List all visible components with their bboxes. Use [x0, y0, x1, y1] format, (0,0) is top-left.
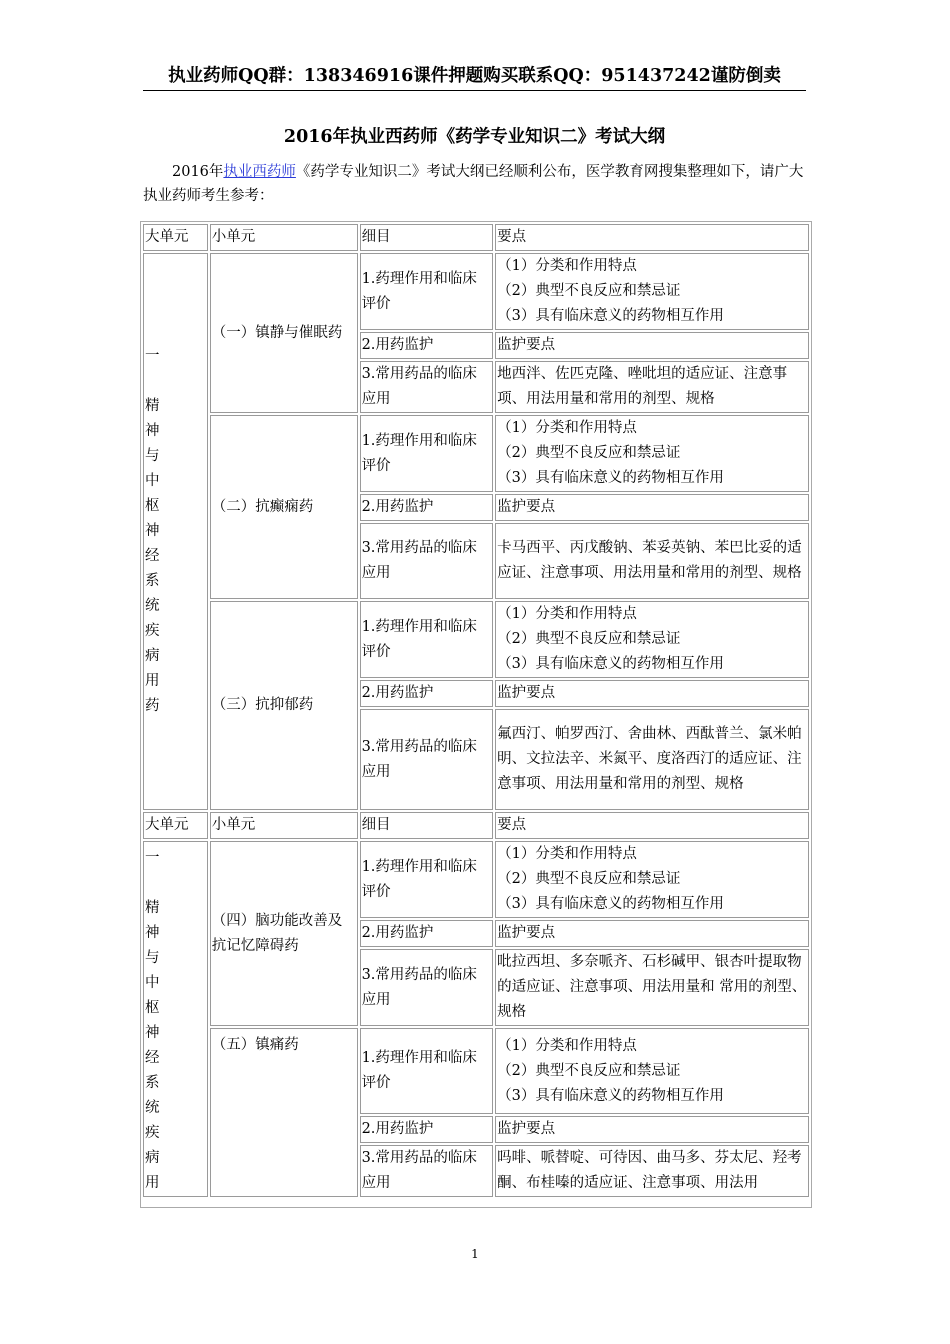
table-row — [143, 841, 809, 918]
point-line: （1）分类和作用特点 — [497, 258, 637, 274]
unit-char: 疾 — [145, 623, 160, 639]
points-cell — [495, 841, 809, 918]
points-cell: 监护要点 — [495, 680, 809, 707]
detail-cell: 3.常用药品的临床应用 — [360, 709, 494, 810]
unit-char: 一 — [145, 850, 160, 866]
unit-char: 经 — [145, 548, 160, 564]
detail-cell: 2.用药监护 — [360, 332, 494, 359]
detail-cell: 3.常用药品的临床应用 — [360, 523, 494, 599]
unit-char: 系 — [145, 1075, 160, 1091]
header-cell: 大单元 — [143, 812, 208, 839]
unit-cell — [143, 841, 208, 1197]
point-line: （3）具有临床意义的药物相互作用 — [497, 656, 724, 672]
point-line: （3）具有临床意义的药物相互作用 — [497, 470, 724, 486]
detail-cell: 3.常用药品的临床应用 — [360, 1145, 494, 1197]
points-cell: 吗啡、哌替啶、可待因、曲马多、芬太尼、羟考酮、布桂嗪的适应证、注意事项、用法用 — [495, 1145, 809, 1197]
syllabus-table — [141, 222, 811, 1199]
points-cell: 监护要点 — [495, 920, 809, 947]
detail-cell: 1.药理作用和临床评价 — [360, 601, 494, 678]
unit-char: 神 — [145, 925, 160, 941]
unit-cell — [143, 253, 208, 810]
point-line: （1）分类和作用特点 — [497, 420, 637, 436]
table-row — [143, 601, 809, 678]
unit-char: 中 — [145, 473, 160, 489]
points-cell: 监护要点 — [495, 332, 809, 359]
detail-cell: 2.用药监护 — [360, 1116, 494, 1143]
subunit-cell: （三）抗抑郁药 — [210, 601, 358, 810]
header-cell: 小单元 — [210, 812, 358, 839]
unit-char: 神 — [145, 1025, 160, 1041]
unit-char: 神 — [145, 523, 160, 539]
unit-char: 病 — [145, 1150, 160, 1166]
points-cell: 氟西汀、帕罗西汀、舍曲林、西酞普兰、氯米帕明、文拉法辛、米氮平、度洛西汀的适应证、注意事项、用法用量和常用的剂型、规格 — [495, 709, 809, 810]
unit-char: 用 — [145, 673, 160, 689]
detail-cell: 1.药理作用和临床评价 — [360, 253, 494, 330]
unit-char: 统 — [145, 1100, 160, 1116]
unit-char: 病 — [145, 648, 160, 664]
unit-char: 统 — [145, 598, 160, 614]
point-line: （1）分类和作用特点 — [497, 1037, 637, 1054]
unit-char: 系 — [145, 573, 160, 589]
points-cell — [495, 601, 809, 678]
unit-char: 药 — [145, 698, 160, 714]
table-header-row — [143, 812, 809, 839]
points-cell: 监护要点 — [495, 494, 809, 521]
point-line: （2）典型不良反应和禁忌证 — [497, 1062, 681, 1079]
point-line: （1）分类和作用特点 — [497, 606, 637, 622]
document-title: 2016年执业西药师《药学专业知识二》考试大纲 — [283, 127, 666, 147]
header-cell: 要点 — [495, 812, 809, 839]
intro-paragraph — [143, 160, 808, 208]
points-cell: 监护要点 — [495, 1116, 809, 1143]
unit-char: 精 — [145, 900, 160, 916]
detail-cell: 1.药理作用和临床评价 — [360, 841, 494, 918]
detail-cell: 1.药理作用和临床评价 — [360, 415, 494, 492]
point-line: （2）典型不良反应和禁忌证 — [497, 445, 681, 461]
header-cell: 要点 — [495, 224, 809, 251]
unit-char: 神 — [145, 423, 160, 439]
subunit-cell: （五）镇痛药 — [210, 1028, 358, 1197]
header-cell: 大单元 — [143, 224, 208, 251]
unit-char — [145, 369, 161, 394]
table-row — [143, 415, 809, 492]
header-cell: 小单元 — [210, 224, 358, 251]
points-cell — [495, 415, 809, 492]
unit-char: 枢 — [145, 498, 160, 514]
point-line: （3）具有临床意义的药物相互作用 — [497, 308, 724, 324]
intro-suffix: 《药学专业知识二》考试大纲已经顺利公布，医学教育网搜集整理如下，请广大执业药师考生参考： — [143, 164, 804, 204]
point-line: （2）典型不良反应和禁忌证 — [497, 631, 681, 647]
page-number: 1 — [471, 1247, 479, 1261]
points-cell: 吡拉西坦、多奈哌齐、石杉碱甲、银杏叶提取物的适应证、注意事项、用法用量和 常用的剂型、规格 — [495, 949, 809, 1026]
subunit-cell: （四）脑功能改善及抗记忆障碍药 — [210, 841, 358, 1026]
header-cell: 细目 — [360, 812, 494, 839]
table-row — [143, 253, 809, 330]
unit-char: 经 — [145, 1050, 160, 1066]
points-cell: 地西泮、佐匹克隆、唑吡坦的适应证、注意事项、用法用量和常用的剂型、规格 — [495, 361, 809, 413]
unit-char: 一 — [145, 348, 160, 364]
detail-cell: 2.用药监护 — [360, 494, 494, 521]
intro-link[interactable]: 执业西药师 — [223, 164, 296, 180]
detail-cell: 2.用药监护 — [360, 920, 494, 947]
unit-char: 精 — [145, 398, 160, 414]
unit-char: 疾 — [145, 1125, 160, 1141]
subunit-cell: （二）抗癫痫药 — [210, 415, 358, 599]
detail-cell: 2.用药监护 — [360, 680, 494, 707]
subunit-cell: （一）镇静与催眠药 — [210, 253, 358, 413]
point-line: （1）分类和作用特点 — [497, 846, 637, 862]
intro-prefix: 2016年 — [172, 164, 224, 180]
points-cell — [495, 1028, 809, 1114]
table-row — [143, 1028, 809, 1114]
unit-char: 枢 — [145, 1000, 160, 1016]
detail-cell: 1.药理作用和临床评价 — [360, 1028, 494, 1114]
detail-cell: 3.常用药品的临床应用 — [360, 361, 494, 413]
points-cell: 卡马西平、丙戊酸钠、苯妥英钠、苯巴比妥的适应证、注意事项、用法用量和常用的剂型、规格 — [495, 523, 809, 599]
syllabus-table-container — [140, 221, 812, 1208]
table-header-row — [143, 224, 809, 251]
point-line: （3）具有临床意义的药物相互作用 — [497, 1087, 724, 1104]
point-line: （2）典型不良反应和禁忌证 — [497, 283, 681, 299]
points-cell — [495, 253, 809, 330]
point-line: （3）具有临床意义的药物相互作用 — [497, 896, 724, 912]
point-line: （2）典型不良反应和禁忌证 — [497, 871, 681, 887]
unit-char: 与 — [145, 950, 160, 966]
detail-cell: 3.常用药品的临床应用 — [360, 949, 494, 1026]
unit-char: 中 — [145, 975, 160, 991]
header-cell: 细目 — [360, 224, 494, 251]
unit-char — [145, 871, 161, 896]
page-header: 执业药师QQ群：138346916课件押题购买联系QQ：951437242谨防倒卖 — [143, 62, 806, 91]
unit-char: 用 — [145, 1175, 160, 1191]
unit-char: 与 — [145, 448, 160, 464]
